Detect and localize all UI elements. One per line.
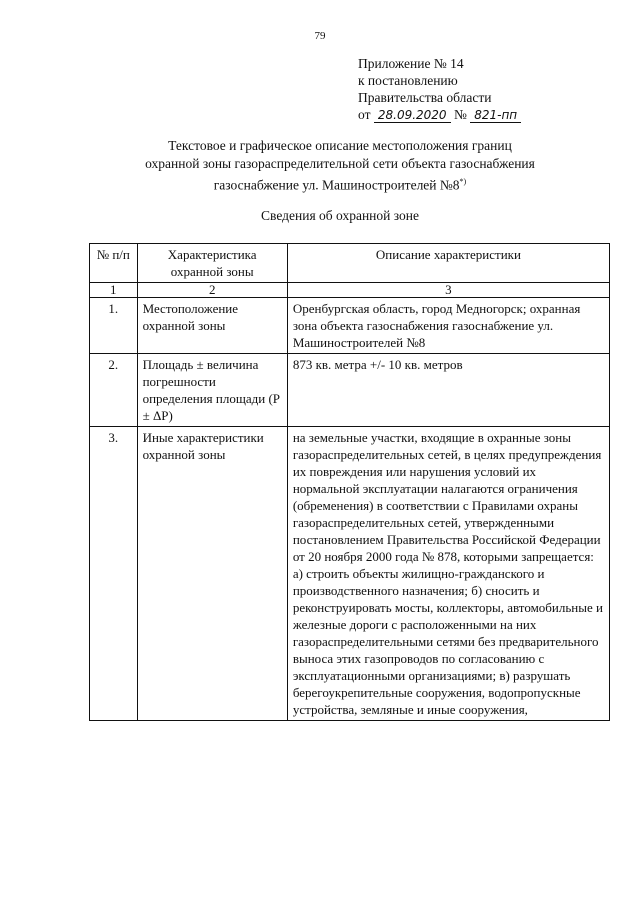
document-title [60, 137, 620, 195]
number-prefix: № [453, 107, 467, 122]
table-row [90, 298, 610, 354]
column-number-3: 3 [287, 283, 609, 298]
title-footnote-mark: *) [459, 177, 467, 186]
column-numbering-row [90, 283, 610, 298]
header-characteristic: Характеристика охранной зоны [137, 244, 287, 283]
header-description: Описание характеристики [287, 244, 609, 283]
row-number: 3. [90, 427, 138, 721]
row-characteristic: Местоположение охранной зоны [137, 298, 287, 354]
table-header-row [90, 244, 610, 283]
date-prefix: от [358, 107, 371, 122]
row-characteristic: Площадь ± величина погрешности определения площади (P ± ΔP) [137, 354, 287, 427]
title-line-3-text: газоснабжение ул. Машиностроителей №8 [213, 177, 460, 193]
title-line-3 [60, 173, 620, 195]
column-number-1: 1 [90, 283, 138, 298]
row-number: 2. [90, 354, 138, 427]
row-description: на земельные участки, входящие в охранные зоны газораспределительных сетей, в целях предупреждения их повреждения или нарушения условий их нормальной эксплуатации налагаются ограничения (обременения) в соответствии с Правилами охраны газораспределительных сетей, утвержденными постановлением Правительства Российской Федерации от 20 ноября 2000 года № 878, которыми запрещается: а) строить объекты жилищно-гражданского и производственного назначения; б) сносить и реконструировать мосты, коллекторы, автомобильные и железные дороги с расположенными на них газораспределительными сетями без предварительного выноса этих газопроводов по согласованию с эксплуатационными организациями; в) разрушать берегоукрепительные сооружения, водопропускные устройства, земляные и иные сооружения, [287, 427, 609, 721]
handwritten-date: 28.09.2020 [374, 108, 451, 123]
row-description: Оренбургская область, город Медногорск; охранная зона объекта газоснабжения газоснабжение ул. Машиностроителей №8 [287, 298, 609, 354]
title-line-2: охранной зоны газораспределительной сети объекта газоснабжения [145, 156, 535, 171]
row-number: 1. [90, 298, 138, 354]
page-number: 79 [314, 30, 326, 42]
table-row [90, 427, 610, 721]
appendix-date-line [358, 106, 521, 124]
appendix-line-3: Правительства области [358, 90, 492, 105]
appendix-line-2: к постановлению [358, 73, 458, 88]
row-description: 873 кв. метра +/- 10 кв. метров [287, 354, 609, 427]
title-line-1: Текстовое и графическое описание местоположения границ [168, 138, 512, 153]
column-number-2: 2 [137, 283, 287, 298]
table-row [90, 354, 610, 427]
appendix-line-1: Приложение № 14 [358, 56, 464, 71]
protection-zone-table [89, 243, 610, 721]
row-characteristic: Иные характеристики охранной зоны [137, 427, 287, 721]
appendix-block [358, 55, 521, 124]
handwritten-number: 821-пп [470, 108, 521, 123]
header-number: № п/п [90, 244, 138, 283]
section-subtitle: Сведения об охранной зоне [261, 208, 419, 223]
